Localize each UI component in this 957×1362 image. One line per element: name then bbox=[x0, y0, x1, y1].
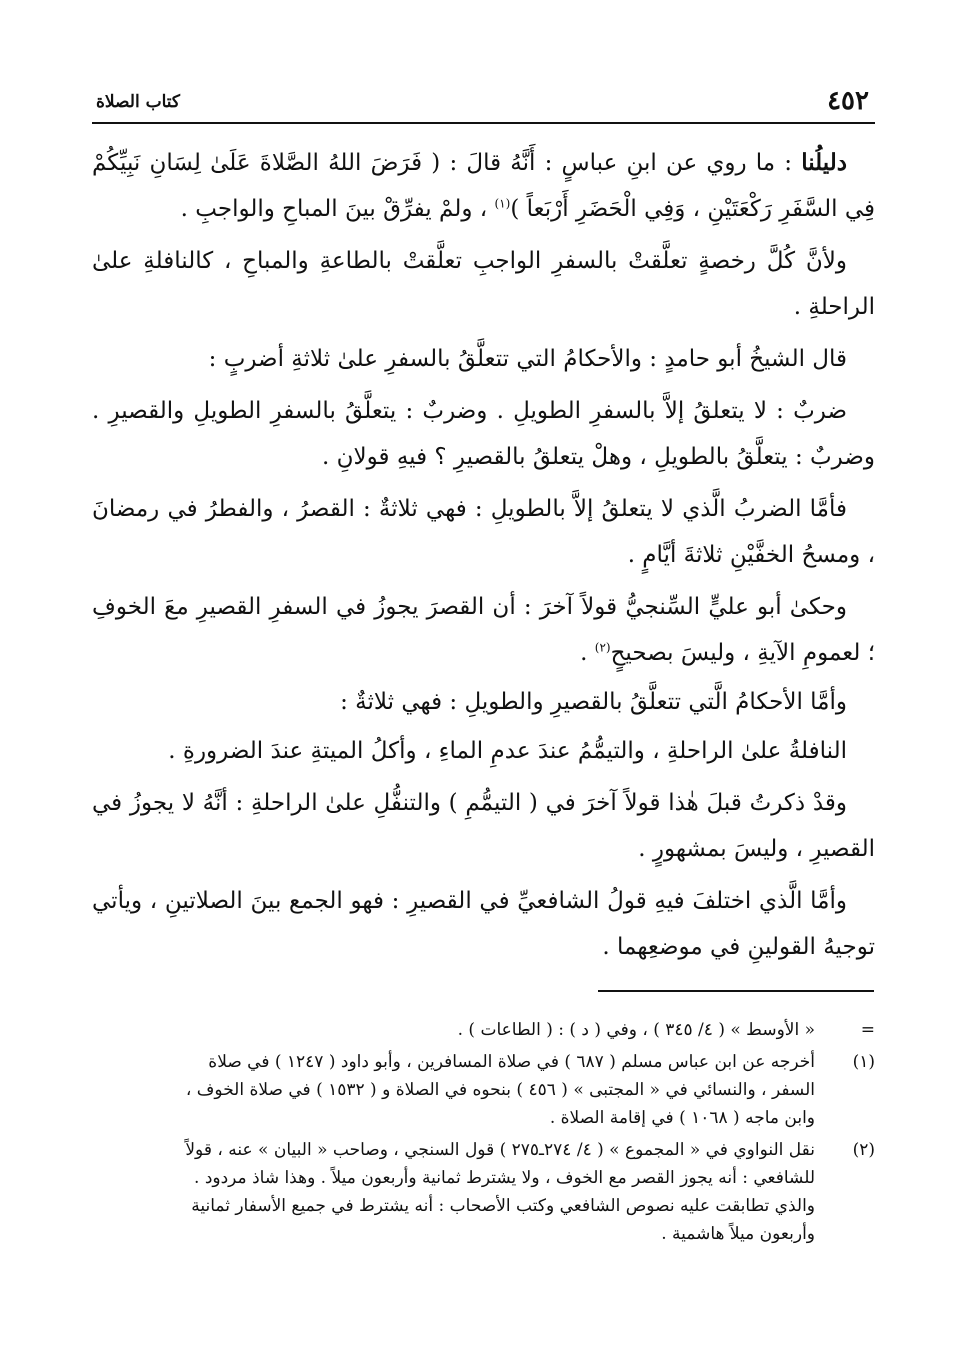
paragraph-abu-hamid bbox=[92, 336, 875, 382]
paragraph-long-travel bbox=[92, 486, 875, 578]
footnote-line: السفر ، والنسائي في « المجتبى » ( ٤٥٦ ) بنحوه في الصلاة و ( ١٥٣٢ ) في صلاة الخوف ، bbox=[185, 1080, 815, 1100]
paragraph-short-and-long bbox=[92, 682, 875, 722]
paragraph-text: الراحلةِ . bbox=[793, 294, 875, 320]
page-header bbox=[92, 82, 875, 124]
footnote-line: والذي تطابقت عليه نصوص الشافعي وكتب الأصحاب : أنه يشترط في جميع الأسفار ثمانية bbox=[191, 1196, 815, 1216]
paragraph-text: : ما روي عن ابنِ عباسٍ : أَنَّهُ قالَ : ( فَرَضَ اللهُ الصَّلاةَ عَلَىٰ لِسَانِ نَبِيِّكُمْ فِي bbox=[92, 150, 875, 222]
paragraph-text: وأمَّا الأحكامُ الَّتي تتعلَّقُ بالقصيرِ والطويلِ : فهي ثلاثةٌ : bbox=[340, 689, 847, 715]
paragraph-rukhsa bbox=[92, 238, 875, 330]
footnotes bbox=[92, 1016, 875, 1252]
main-text bbox=[92, 140, 875, 976]
footnote-line: وأربعون ميلاً هاشمية . bbox=[661, 1224, 815, 1244]
paragraph-earlier-mention bbox=[92, 780, 875, 872]
footnote-mark: (٢) bbox=[852, 1140, 875, 1160]
paragraph-text: فأمَّا الضربُ الَّذي لا يتعلقُ إلاَّ بالطويلِ : فهي ثلاثةٌ : القصرُ ، والفطرُ في bbox=[167, 496, 847, 522]
paragraph-text: لعمومِ الآيةِ ، وليسَ بصحيحٍ bbox=[610, 640, 861, 666]
paragraph-three-types bbox=[92, 388, 875, 480]
paragraph-text: ضربٌ : لا يتعلقُ إلاَّ بالسفرِ الطويلِ . وضربٌ : يتعلَّقُ بالسفرِ الطويلِ والقصيرِ . bbox=[92, 398, 847, 424]
paragraph-list-items bbox=[92, 728, 875, 774]
paragraph-text: وأمَّا الَّذي اختلفَ فيهِ قولُ الشافعيِّ في القصيرِ : فهو الجمع بينَ الصلاتينِ ، ويأتي bbox=[92, 888, 847, 914]
paragraph-text: . bbox=[580, 640, 595, 666]
footnote-ref[interactable]: (٢) bbox=[594, 640, 611, 655]
paragraph-text: قال الشيخُ أبو حامدٍ : والأحكامُ التي تتعلَّقُ بالسفرِ علىٰ ثلاثةِ أضربٍ : bbox=[208, 346, 847, 372]
page-number: ٤٥٢ bbox=[827, 86, 869, 116]
paragraph-text: وحكىٰ أبو عليٍّ السِّنجيُّ قولاً آخرَ : أن القصرَ يجوزُ في السفرِ القصيرِ معَ الخوفِ ؛ bbox=[92, 594, 875, 666]
paragraph-text: توجيهُ القولينِ في موضعِهما . bbox=[602, 934, 875, 960]
footnote-continued bbox=[92, 1016, 875, 1044]
footnote-line: « الأوسط » ( ٤/ ٣٤٥ ) ، وفي ( د ) : ( الطاعات ) . bbox=[457, 1020, 815, 1040]
footnote-2 bbox=[92, 1136, 875, 1248]
paragraph-text: رمضانَ ، ومسحُ الخفَّيْنِ ثلاثةَ أيَّامٍ . bbox=[92, 496, 875, 568]
footnote-line: للشافعي : أنه يجوز القصر مع الخوف ، ولا يشترط ثمانية وأربعون ميلاً . وهذا شاذ مردود . bbox=[194, 1168, 815, 1188]
footnote-line: وابن ماجه ( ١٠٦٨ ) في إقامة الصلاة . bbox=[549, 1108, 815, 1128]
paragraph-sinji bbox=[92, 584, 875, 676]
paragraph-evidence bbox=[92, 140, 875, 232]
footnote-line: أخرجه عن ابن عباس مسلم ( ٦٨٧ ) في صلاة المسافرين ، وأبو داود ( ١٢٤٧ ) في صلاة bbox=[208, 1052, 815, 1072]
paragraph-text: وقدْ ذكرتُ قبلَ هٰذا قولاً آخرَ في ( التيمُّمِ ) والتنفُّلِ علىٰ الراحلةِ : أنَّهُ لا يجوزُ في bbox=[92, 790, 847, 816]
paragraph-text: ولأنَّ كُلَّ رخصةٍ تعلَّقتْ بالسفرِ الواجبِ تعلَّقتْ بالطاعةِ والمباحِ ، كالنافلةِ علىٰ bbox=[92, 248, 847, 274]
footnote-separator bbox=[598, 990, 874, 992]
running-title: كتاب الصلاة bbox=[96, 92, 181, 112]
footnote-mark: = bbox=[860, 1020, 875, 1040]
footnote-1 bbox=[92, 1048, 875, 1132]
paragraph-text: السَّفَرِ رَكْعَتَيْنِ ، وَفِي الْحَضَرِ أَرْبَعاً ) bbox=[510, 196, 838, 222]
footnote-line: نقل النواوي في « المجموع » ( ٤/ ٢٧٤ـ٢٧٥ ) قول السنجي ، وصاحب « البيان » عنه ، قولاً bbox=[185, 1140, 815, 1160]
paragraph-lead-word: دليلُنا bbox=[801, 149, 847, 176]
paragraph-text: النافلةُ علىٰ الراحلةِ ، والتيمُّمُ عندَ عدمِ الماءِ ، وأكلُ الميتةِ عندَ الضرورةِ . bbox=[168, 738, 847, 764]
footnote-ref[interactable]: (١) bbox=[494, 196, 511, 211]
footnote-mark: (١) bbox=[852, 1052, 875, 1072]
paragraph-text: القصيرِ ، وليسَ بمشهورٍ . bbox=[638, 836, 875, 862]
paragraph-text: ، ولمْ يفرِّقْ بينَ المباحِ والواجبِ . bbox=[180, 196, 495, 222]
paragraph-text: وضربٌ : يتعلَّقُ بالطويلِ ، وهلْ يتعلقُ بالقصيرِ ؟ فيهِ قولانِ . bbox=[322, 444, 875, 470]
paragraph-disagreement bbox=[92, 878, 875, 970]
